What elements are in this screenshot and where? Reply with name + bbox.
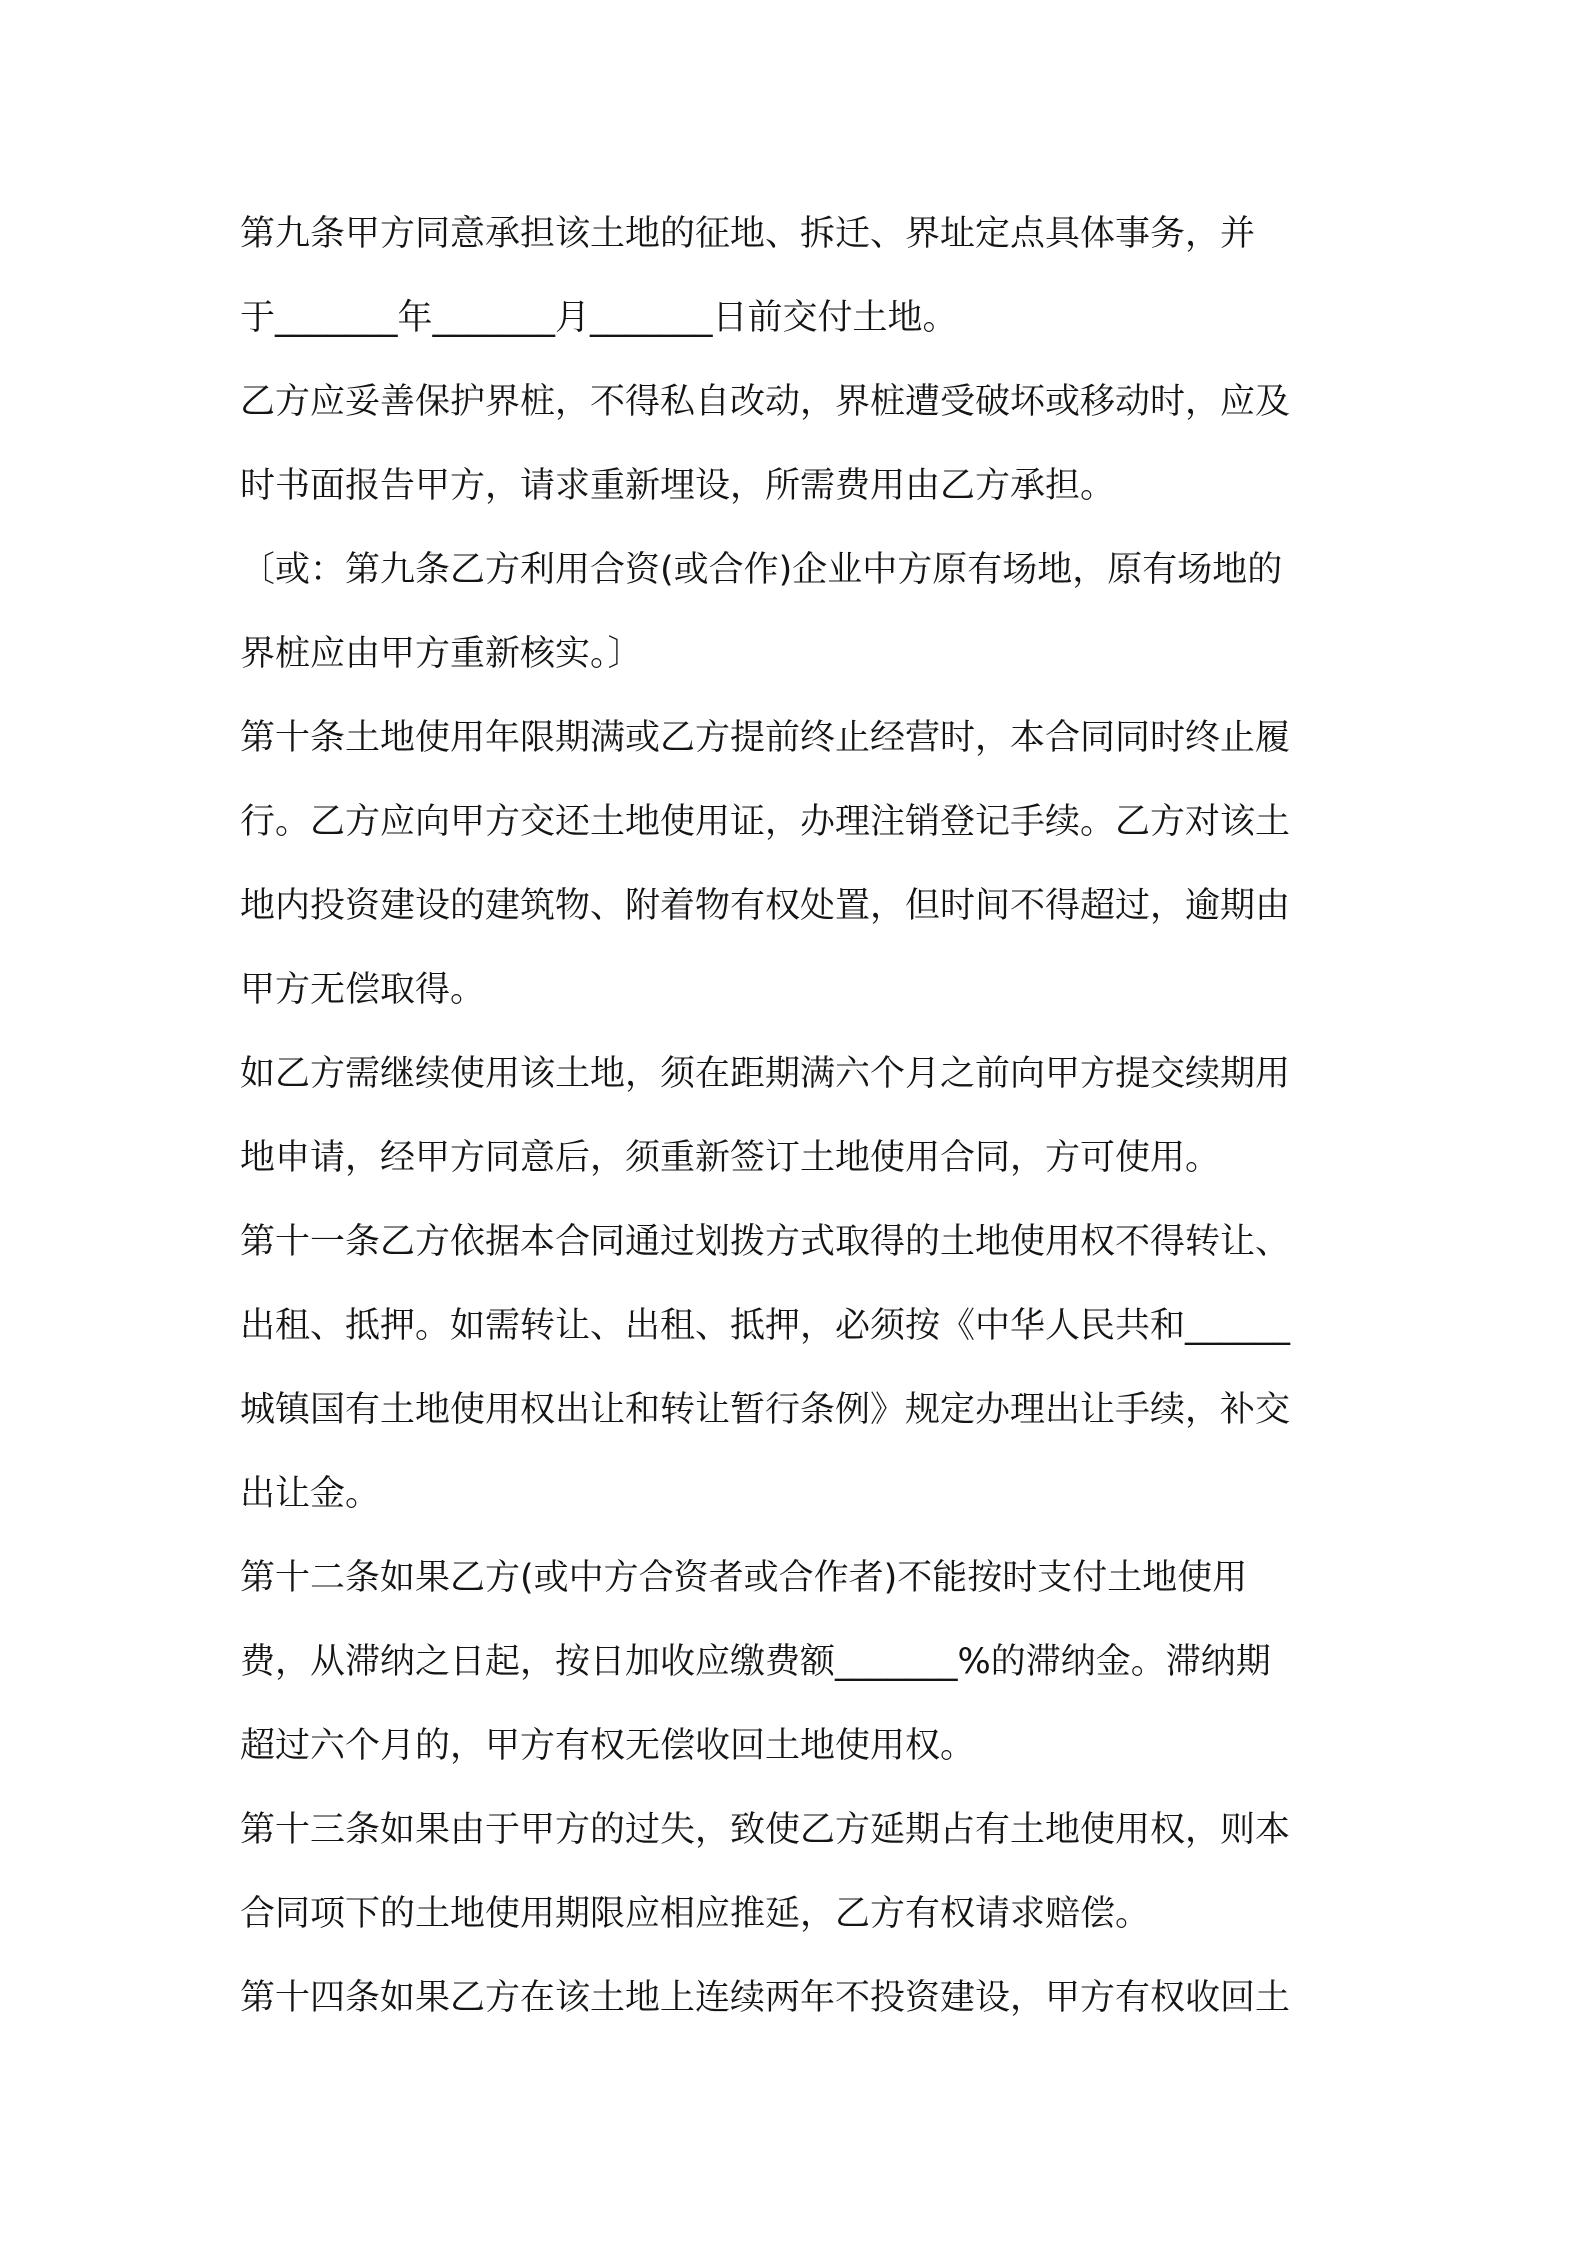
text-line: 地申请，经甲方同意后，须重新签订土地使用合同，方可使用。	[240, 1138, 1221, 1178]
contract-text	[240, 192, 1358, 2040]
text-line: 超过六个月的，甲方有权无偿收回土地使用权。	[240, 1726, 976, 1766]
text-line: 于_______年_______月_______日前交付土地。	[240, 298, 958, 338]
text-line: 第十二条如果乙方(或中方合资者或合作者)不能按时支付土地使用	[240, 1558, 1248, 1598]
text-line: 时书面报告甲方，请求重新埋设，所需费用由乙方承担。	[240, 466, 1116, 506]
text-line: 甲方无偿取得。	[240, 970, 486, 1010]
text-line: 第九条甲方同意承担该土地的征地、拆迁、界址定点具体事务，并	[240, 214, 1256, 254]
text-line: 费，从滞纳之日起，按日加收应缴费额_______%的滞纳金。滞纳期	[240, 1642, 1271, 1682]
text-line: 行。乙方应向甲方交还土地使用证，办理注销登记手续。乙方对该土	[240, 802, 1291, 842]
text-line: 第十三条如果由于甲方的过失，致使乙方延期占有土地使用权，则本	[240, 1810, 1291, 1850]
text-line: 出让金。	[240, 1474, 381, 1514]
text-line: 乙方应妥善保护界桩，不得私自改动，界桩遭受破坏或移动时，应及	[240, 382, 1291, 422]
text-line: 如乙方需继续使用该土地，须在距期满六个月之前向甲方提交续期用	[240, 1054, 1291, 1094]
text-line: 地内投资建设的建筑物、附着物有权处置，但时间不得超过，逾期由	[240, 886, 1291, 926]
text-line: 第十四条如果乙方在该土地上连续两年不投资建设，甲方有权收回土	[240, 1978, 1291, 2018]
text-line: 合同项下的土地使用期限应相应推延，乙方有权请求赔偿。	[240, 1894, 1151, 1934]
text-line: 第十条土地使用年限期满或乙方提前终止经营时，本合同同时终止履	[240, 718, 1291, 758]
text-line: 城镇国有土地使用权出让和转让暂行条例》规定办理出让手续，补交	[240, 1390, 1291, 1430]
text-line: 〔或：第九条乙方利用合资(或合作)企业中方原有场地，原有场地的	[240, 550, 1283, 590]
text-line: 界桩应由甲方重新核实。〕	[240, 634, 643, 674]
text-line: 出租、抵押。如需转让、出租、抵押，必须按《中华人民共和______	[240, 1306, 1291, 1346]
text-line: 第十一条乙方依据本合同通过划拨方式取得的土地使用权不得转让、	[240, 1222, 1291, 1262]
